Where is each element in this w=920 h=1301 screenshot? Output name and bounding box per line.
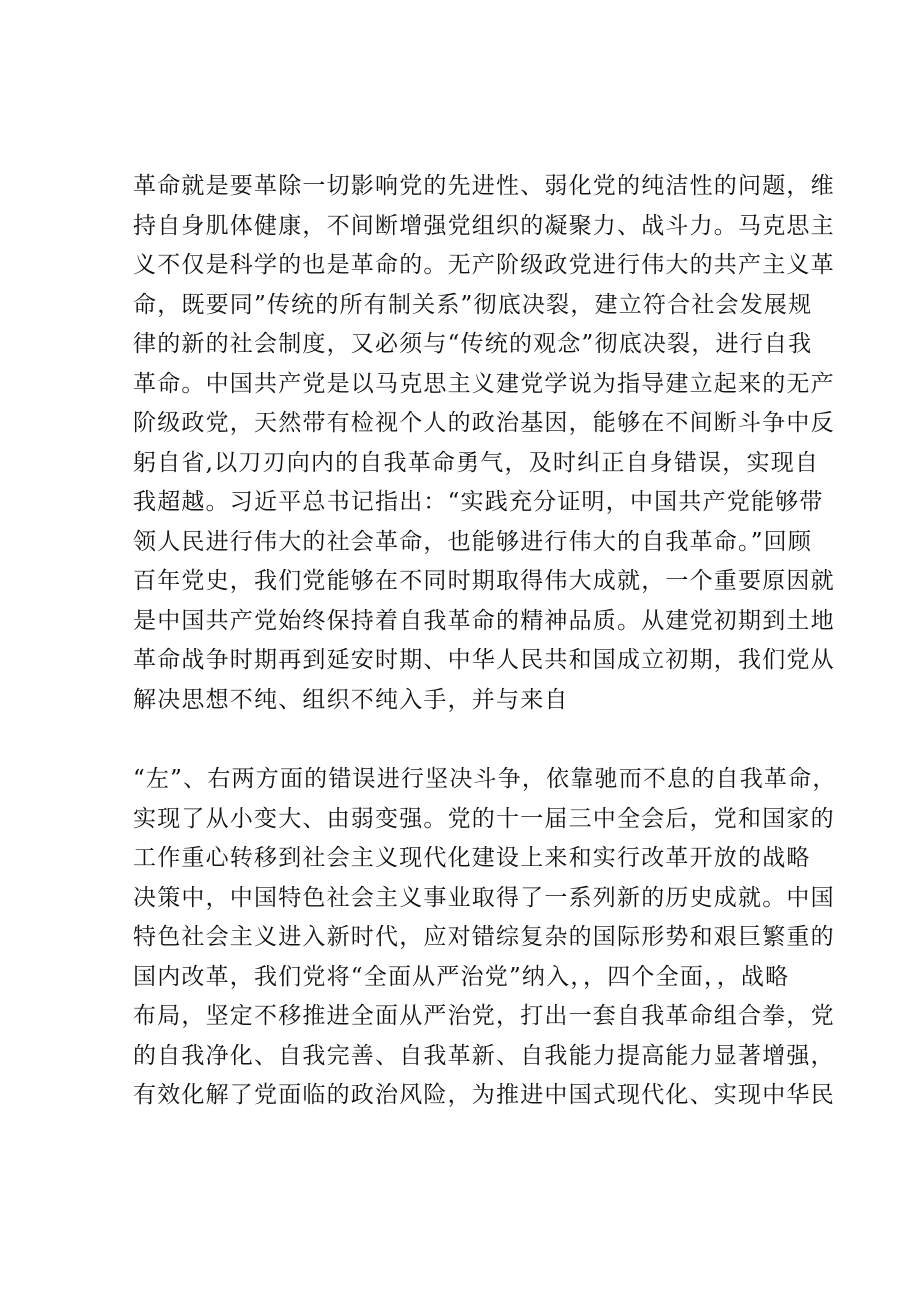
text-line: 持自身肌体健康，不间断增强党组织的凝聚力、战斗力。马克思主 <box>133 212 835 239</box>
text-line: 百年党史，我们党能够在不同时期取得伟大成就，一个重要原因就 <box>133 568 835 594</box>
text-line: 解决思想不纯、组织不纯入手，并与来自 <box>133 686 569 713</box>
text-line: 革命就是要革除一切影响党的先进性、弱化党的纯洁性的问题，维 <box>133 173 835 199</box>
paragraph-2 <box>133 760 837 1116</box>
text-line: 工作重心转移到社会主义现代化建设上来和实行改革开放的战略 <box>133 845 811 871</box>
text-line: 是中国共产党始终保持着自我革命的精神品质。从建党初期到土地 <box>133 607 835 634</box>
text-line: 实现了从小变大、由弱变强。党的十一届三中全会后，党和国家的 <box>133 805 835 832</box>
text-line: 的自我净化、自我完善、自我革新、自我能力提高能力显著增强， <box>133 1042 835 1069</box>
text-line: 特色社会主义进入新时代，应对错综复杂的国际形势和艰巨繁重的 <box>133 924 835 950</box>
text-line: 决策中，中国特色社会主义事业取得了一系列新的历史成就。中国 <box>133 884 835 911</box>
text-line: 义不仅是科学的也是革命的。无产阶级政党进行伟大的共产主义革 <box>133 252 835 278</box>
text-line: 躬自省,以刀刃向内的自我革命勇气，及时纠正自身错误，实现自 <box>133 449 820 476</box>
text-line: 命，既要同”传统的所有制关系”彻底决裂，建立符合社会发展规 <box>133 291 813 318</box>
text-line: 革命战争时期再到延安时期、中华人民共和国成立初期，我们党从 <box>133 647 835 673</box>
text-line: 阶级政党，天然带有检视个人的政治基因，能够在不间断斗争中反 <box>133 410 835 436</box>
text-line: 我超越。习近平总书记指出：“实践充分证明，中国共产党能够带 <box>133 489 824 515</box>
text-line: 布局，坚定不移推进全面从严治党，打出一套自我革命组合拳，党 <box>133 1003 835 1029</box>
paragraph-1 <box>133 167 835 720</box>
text-line: 国内改革，我们党将“全面从严治党”纳入，，四个全面，，战略 <box>133 963 790 990</box>
text-line: 领人民进行伟大的社会革命，也能够进行伟大的自我革命。”回顾 <box>133 528 813 555</box>
text-line: 有效化解了党面临的政治风险，为推进中国式现代化、实现中华民 <box>133 1082 835 1108</box>
text-line: 律的新的社会制度，又必须与“传统的观念”彻底决裂，进行自我 <box>133 331 813 357</box>
text-line: “左”、右两方面的错误进行坚决斗争，依靠驰而不息的自我革命， <box>133 766 837 792</box>
text-line: 革命。中国共产党是以马克思主义建党学说为指导建立起来的无产 <box>133 370 835 397</box>
